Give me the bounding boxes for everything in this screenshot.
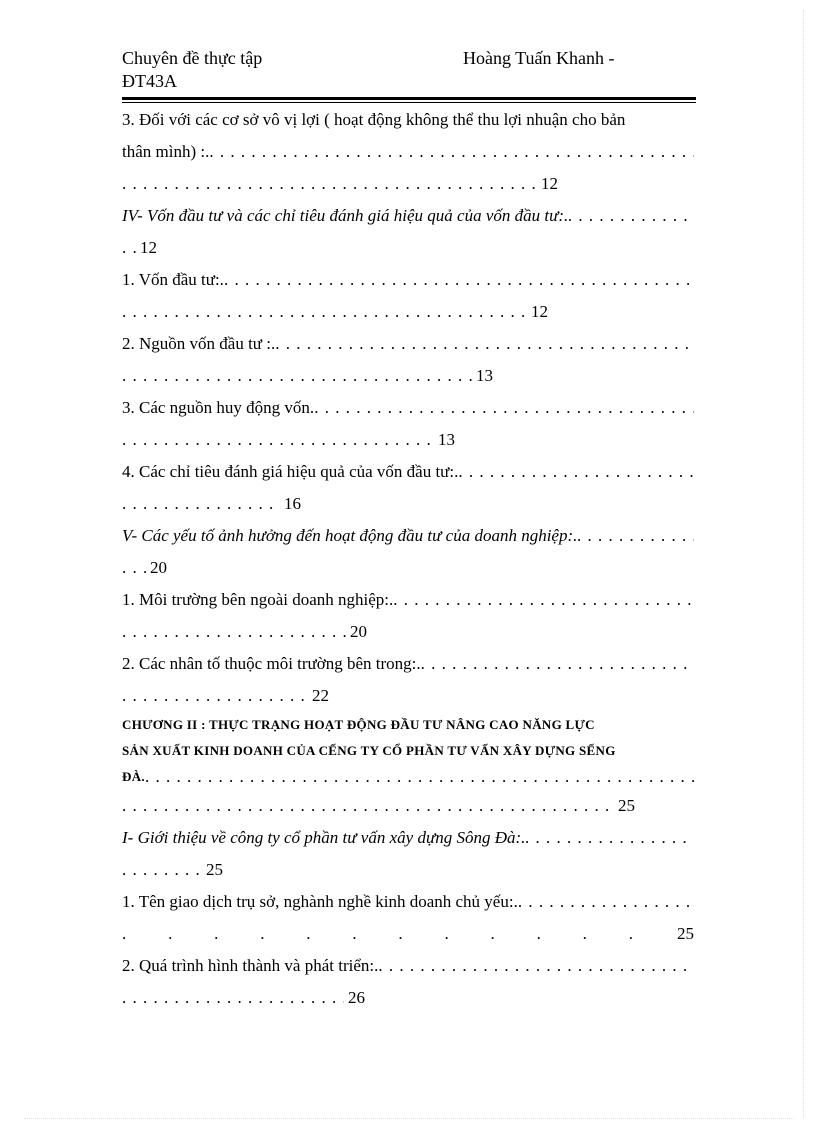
page-border-right	[803, 10, 804, 1118]
leader-dots	[458, 462, 694, 482]
leader-dots	[122, 796, 614, 816]
leader-dots	[122, 622, 346, 642]
chapter-heading-line: CHƯƠNG II : THỰC TRẠNG HOẠT ĐỘNG ĐẦU TƯ NÂNG CAO NĂNG LỰC	[122, 717, 595, 732]
chapter-heading-line: SẢN XUẤT KINH DOANH CỦA CẾNG TY CỔ PHẦN TƯ VẤN XÂY DỰNG SẾNG	[122, 743, 616, 758]
page-number: 25	[618, 796, 635, 815]
document-title	[122, 47, 322, 93]
leader-dots	[122, 686, 308, 706]
page-number: 20	[350, 622, 367, 641]
table-of-contents	[122, 104, 694, 1014]
leader-dots	[378, 956, 694, 976]
leader-dots	[393, 590, 694, 610]
chapter-heading-line: ĐÀ.	[122, 769, 145, 784]
toc-entry-text: 3. Đối với các cơ sở vô vị lợi ( hoạt động không thể thu lợi nhuận cho bản	[122, 110, 626, 129]
toc-chapter-entry	[122, 712, 694, 822]
toc-entry-text: 4. Các chỉ tiêu đánh giá hiệu quả của vốn đầu tư:.	[122, 462, 459, 481]
page-number: 26	[348, 988, 365, 1007]
toc-entry-text: 1. Tên giao dịch trụ sở, nghành nghề kinh doanh chủ yếu:.	[122, 892, 518, 911]
leader-dots	[122, 366, 472, 386]
page-number: 20	[150, 558, 167, 577]
leader-dots	[209, 142, 694, 162]
author-name: Hoàng Tuấn Khanh -	[463, 48, 615, 68]
leader-dots	[568, 206, 694, 226]
toc-entry	[122, 392, 694, 456]
toc-entry	[122, 950, 694, 1014]
leader-dots	[122, 302, 527, 322]
toc-entry-text: 3. Các nguồn huy động vốn.	[122, 398, 315, 417]
toc-entry-text: 1. Vốn đầu tư:.	[122, 270, 224, 289]
leader-dots: . . . . . . . . . . . .	[122, 924, 633, 943]
leader-dots	[421, 654, 694, 674]
page-number: 12	[140, 238, 157, 257]
page-number: 13	[476, 366, 493, 385]
page-number: 12	[531, 302, 548, 321]
toc-entry-text: 1. Môi trường bên ngoài doanh nghiệp:.	[122, 590, 394, 609]
toc-entry	[122, 200, 694, 264]
leader-dots	[122, 174, 537, 194]
toc-entry	[122, 328, 694, 392]
toc-entry-text: IV- Vốn đầu tư và các chỉ tiêu đánh giá hiệu quả của vốn đầu tư:.	[122, 206, 569, 225]
leader-dots	[525, 828, 694, 848]
toc-entry-text: 2. Các nhân tố thuộc môi trường bên trong:.	[122, 654, 421, 673]
leader-dots	[518, 892, 694, 912]
leader-dots	[122, 988, 344, 1008]
page-number: 12	[541, 174, 558, 193]
toc-entry	[122, 520, 694, 584]
page-number: 22	[312, 686, 329, 705]
header-rule-thin	[122, 102, 696, 103]
page-number: 25	[677, 924, 694, 943]
toc-entry-text: 2. Quá trình hình thành và phát triển:.	[122, 956, 379, 975]
page-header	[122, 47, 695, 99]
toc-entry	[122, 886, 694, 950]
toc-entry	[122, 264, 694, 328]
leader-dots	[224, 270, 694, 290]
leader-dots	[577, 526, 694, 546]
leader-dots	[122, 238, 136, 258]
document-class-code: ĐT43A	[122, 71, 177, 91]
page-number: 25	[206, 860, 223, 879]
leader-dots	[275, 334, 694, 354]
leader-dots	[145, 767, 694, 787]
toc-entry-text-cont: thân mình) :.	[122, 142, 210, 161]
leader-dots	[122, 860, 202, 880]
toc-entry-text: 2. Nguồn vốn đầu tư :.	[122, 334, 276, 353]
toc-entry-text: V- Các yếu tố ảnh hưởng đến hoạt động đầu tư của doanh nghiệp:.	[122, 526, 578, 545]
toc-entry	[122, 584, 694, 648]
page-border-bottom	[24, 1118, 794, 1119]
toc-entry-text: I- Giới thiệu về công ty cổ phần tư vấn xây dựng Sông Đà:.	[122, 828, 526, 847]
document-title-line: Chuyên đề thực tập	[122, 48, 263, 68]
leader-dots	[314, 398, 694, 418]
toc-entry	[122, 648, 694, 712]
leader-dots	[122, 430, 434, 450]
header-rule-thick	[122, 97, 696, 100]
leader-dots	[122, 558, 146, 578]
page-number: 16	[284, 494, 301, 513]
leader-dots	[122, 494, 280, 514]
toc-entry	[122, 456, 694, 520]
toc-entry	[122, 822, 694, 886]
page-number: 13	[438, 430, 455, 449]
toc-entry	[122, 104, 694, 200]
